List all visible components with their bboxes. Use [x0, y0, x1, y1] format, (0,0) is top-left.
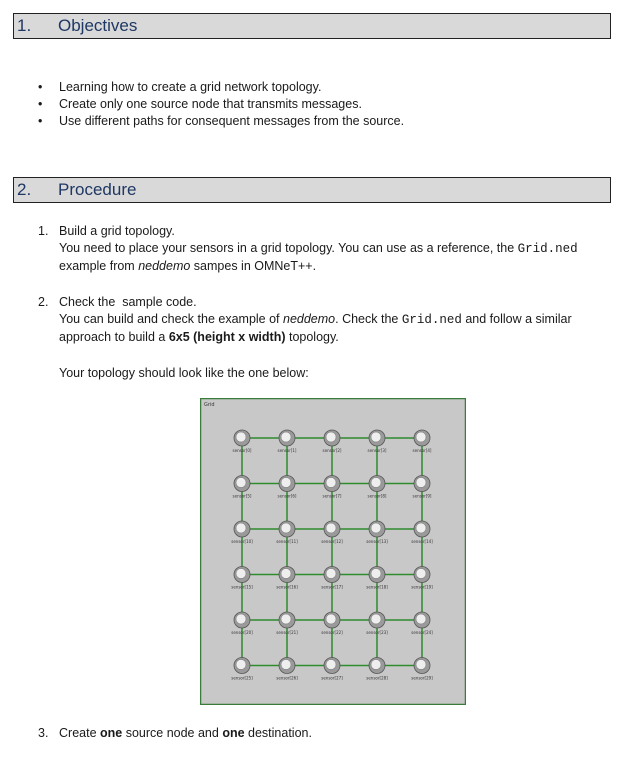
sensor-node	[278, 430, 297, 453]
sensor-label: sensor[13]	[366, 539, 388, 544]
sensor-label: sensor[0]	[232, 448, 252, 453]
sensor-node	[233, 430, 252, 453]
sensor-label: sensor[25]	[231, 675, 253, 681]
sensor-node-face	[371, 432, 381, 442]
sensor-node	[368, 430, 387, 453]
sensor-label: sensor[12]	[321, 539, 343, 544]
sensor-node-face	[281, 523, 291, 533]
sensor-node-face	[236, 660, 246, 670]
sensor-node	[278, 476, 297, 499]
bullet-icon: •	[38, 97, 43, 111]
step-heading: Check the sample code.	[59, 295, 197, 309]
sensor-node-face	[371, 478, 381, 488]
sensor-node-face	[416, 614, 426, 624]
step-3	[38, 725, 608, 742]
step-text: approach to build a 6x5 (height x width) topology.	[59, 330, 339, 344]
sensor-node-face	[416, 478, 426, 488]
sensor-node-face	[281, 432, 291, 442]
sensor-label: sensor[9]	[412, 493, 432, 499]
bullet-icon: •	[38, 80, 43, 94]
sensor-label: sensor[8]	[367, 493, 387, 499]
sensor-label: sensor[1]	[277, 448, 297, 453]
sensor-label: sensor[23]	[366, 630, 388, 635]
figure-title: Grid	[204, 402, 215, 408]
step-2	[38, 294, 608, 346]
bullet-icon: •	[38, 114, 43, 128]
code-reference: Grid.ned	[401, 313, 462, 327]
step-1	[38, 223, 608, 275]
sensor-node	[413, 430, 432, 453]
sensor-node-face	[326, 660, 336, 670]
sensor-node-face	[371, 569, 381, 579]
sensor-label: sensor[6]	[277, 493, 297, 499]
sensor-node	[323, 476, 342, 499]
sensor-label: sensor[26]	[276, 675, 298, 681]
sensor-label: sensor[7]	[322, 493, 342, 499]
sensor-label: sensor[24]	[411, 630, 433, 635]
sensor-node-face	[236, 523, 246, 533]
sensor-node-face	[236, 432, 246, 442]
step-text: You can build and check the example of neddemo. Check the Grid.ned and follow a similar	[59, 312, 572, 327]
bold-text: one	[100, 726, 123, 740]
step-heading: Build a grid topology.	[59, 224, 175, 238]
objectives-list	[38, 79, 404, 130]
sensor-label: sensor[21]	[276, 630, 298, 635]
bold-text: 6x5 (height x width)	[168, 330, 286, 344]
sensor-label: sensor[5]	[232, 493, 252, 499]
sensor-node-face	[326, 523, 336, 533]
sensor-node	[368, 476, 387, 499]
step-number: 3.	[38, 726, 49, 740]
section-title: Procedure	[58, 180, 137, 199]
section-number: 1.	[17, 16, 32, 35]
sensor-label: sensor[11]	[276, 539, 298, 544]
sensor-label: sensor[20]	[231, 630, 253, 635]
objective-text: Create only one source node that transmits messages.	[59, 97, 362, 111]
sensor-node-face	[416, 432, 426, 442]
sensor-label: sensor[18]	[366, 584, 388, 590]
sensor-label: sensor[2]	[322, 448, 342, 453]
grid-topology-figure	[200, 398, 466, 705]
sensor-node-face	[416, 523, 426, 533]
section-number: 2.	[17, 180, 32, 199]
emphasis: neddemo	[283, 312, 336, 326]
sensor-node-face	[416, 660, 426, 670]
sensor-label: sensor[22]	[321, 630, 343, 635]
step-number: 2.	[38, 295, 49, 309]
sensor-label: sensor[3]	[367, 448, 387, 453]
code-reference: Grid.ned	[517, 242, 578, 256]
sensor-label: sensor[29]	[411, 675, 433, 681]
emphasis: neddemo	[138, 259, 191, 273]
sensor-node-face	[236, 614, 246, 624]
sensor-node	[413, 476, 432, 499]
list-item	[38, 113, 404, 130]
sensor-node-face	[371, 523, 381, 533]
step-text: Create one source node and one destination.	[59, 726, 312, 740]
sensor-label: sensor[17]	[321, 584, 343, 590]
step-number: 1.	[38, 224, 49, 238]
sensor-node	[323, 430, 342, 453]
sensor-node-face	[281, 660, 291, 670]
sensor-label: sensor[28]	[366, 675, 388, 681]
sensor-label: sensor[27]	[321, 675, 343, 681]
step-text: example from neddemo sampes in OMNeT++.	[59, 259, 317, 273]
topology-note: Your topology should look like the one below:	[59, 366, 309, 380]
sensor-label: sensor[10]	[231, 539, 253, 544]
step-text: You need to place your sensors in a grid topology. You can use as a reference, the Grid.ned	[59, 241, 578, 256]
sensor-node-face	[326, 614, 336, 624]
sensor-node-face	[371, 614, 381, 624]
sensor-node-face	[281, 569, 291, 579]
objective-text: Use different paths for consequent messages from the source.	[59, 114, 405, 128]
bold-text: one	[222, 726, 245, 740]
sensor-label: sensor[15]	[231, 584, 253, 590]
sensor-label: sensor[14]	[411, 539, 433, 544]
sensor-label: sensor[16]	[276, 584, 298, 590]
sensor-node-face	[281, 614, 291, 624]
list-item	[38, 96, 404, 113]
sensor-node-face	[326, 432, 336, 442]
sensor-node-face	[326, 478, 336, 488]
section-header-objectives	[13, 13, 611, 39]
sensor-node	[233, 476, 252, 499]
sensor-label: sensor[19]	[411, 584, 433, 590]
objective-text: Learning how to create a grid network topology.	[59, 80, 322, 94]
section-header-procedure	[13, 177, 611, 203]
sensor-node-face	[236, 478, 246, 488]
sensor-node-face	[371, 660, 381, 670]
sensor-node-face	[416, 569, 426, 579]
sensor-node-face	[326, 569, 336, 579]
list-item	[38, 79, 404, 96]
sensor-node-face	[281, 478, 291, 488]
sensor-node-face	[236, 569, 246, 579]
section-title: Objectives	[58, 16, 138, 35]
sensor-label: sensor[4]	[412, 448, 432, 453]
